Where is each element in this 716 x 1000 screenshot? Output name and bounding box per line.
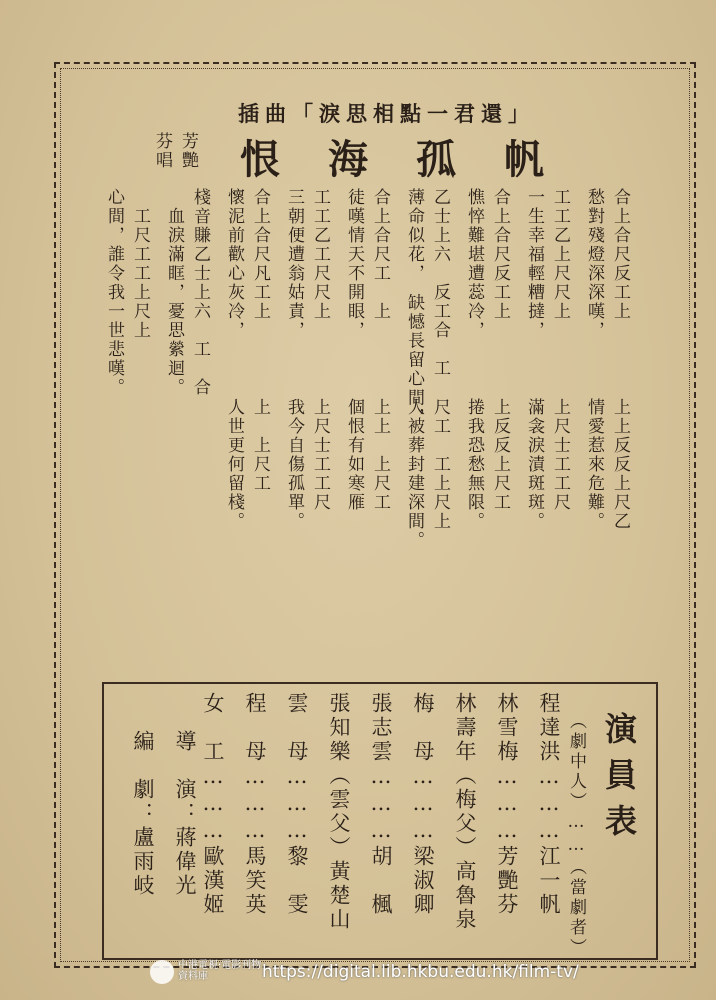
lyric-column: 合上合尺凡工上 <box>250 188 270 321</box>
lyric-column: 三朝便遭翁姑責， <box>284 188 304 340</box>
lyric-column: 合上合尺工 上 <box>370 188 390 321</box>
lyric-column-lower: 個恨有如寒雁 <box>344 398 364 512</box>
lyric-column-lower: 上尺士工工尺 <box>550 398 570 512</box>
lyric-column-lower: 尺工 工上尺上 <box>430 398 450 531</box>
lyric-column-lower: 上上 上尺工 <box>370 398 390 512</box>
singer-line-1: 芳艷 <box>178 132 198 170</box>
lyric-column-lower: 情愛惹來危難。 <box>584 398 604 531</box>
lyric-column: 棧音賺乙士上六 工 合 <box>190 188 210 397</box>
lyric-column: 心間，誰令我一世悲嘆。 <box>104 188 124 397</box>
cast-row: 張志雲………胡 楓 <box>369 692 393 917</box>
lyric-column-lower: 上 上尺工 <box>250 398 270 493</box>
lyric-column: 徒嘆情天不開眼， <box>344 188 364 340</box>
archive-url[interactable]: https://digital.lib.hkbu.edu.hk/film-tv/ <box>262 962 579 982</box>
lyric-column-lower: 滿衾淚漬斑斑。 <box>524 398 544 531</box>
cast-row: 林雪梅………芳艷芬 <box>495 692 519 917</box>
lyric-column-lower: 捲我恐愁無限。 <box>464 398 484 531</box>
lyric-column: 合上合尺反工上 <box>490 188 510 321</box>
song-subtitle: 插曲「淚思相點一君還」 <box>238 101 535 126</box>
archive-logo-icon <box>150 960 174 984</box>
lyric-column-lower: 我今自傷孤單。 <box>284 398 304 531</box>
lyric-column-lower: 上尺士工工尺 <box>310 398 330 512</box>
cast-row: 張知樂（雲父）黃楚山 <box>327 692 351 932</box>
lyric-column-lower: 人世更何留棧。 <box>224 398 244 531</box>
credit-row: 導 演：蔣偉光 <box>173 730 197 898</box>
lyric-column: 一生幸福輕糟撻， <box>524 188 544 340</box>
cast-row: 程 母………馬笑英 <box>243 692 267 917</box>
lyric-column: 乙士上六 反工合 工 <box>430 188 450 378</box>
lyric-column: 工工乙工尺尺上 <box>310 188 330 321</box>
lyric-column: 合上合尺反工上 <box>610 188 630 321</box>
cast-row: 雲 母………黎 雯 <box>285 692 309 917</box>
lyric-column: 薄命似花， 缺憾長留心間， <box>404 188 424 427</box>
credit-row: 編 劇：盧雨岐 <box>131 730 155 898</box>
lyric-column: 懷泥前歡心灰冷， <box>224 188 244 340</box>
lyric-column: 工工乙上尺尺上 <box>550 188 570 321</box>
lyric-column-lower: 人被葬封建深間。 <box>404 398 424 550</box>
cast-row: 林壽年（梅父）高魯泉 <box>453 692 477 932</box>
lyric-column-lower: 上反反上尺工 <box>490 398 510 512</box>
cast-row: 梅 母………梁淑卿 <box>411 692 435 917</box>
song-title: 恨海孤帆 <box>240 136 592 183</box>
cast-row: 女 工………歐漢姬 <box>201 692 225 917</box>
archive-org: 中港電視·電影刊物資料庫 <box>178 960 262 982</box>
cast-title: 演員表 <box>600 712 638 850</box>
cast-header: （劇中人）……（當劇者） <box>566 712 586 958</box>
cast-row: 程達洪………江一帆 <box>537 692 561 917</box>
lyric-column: 工尺工工上尺上 <box>130 188 150 340</box>
singer-line-2: 芬唱 <box>152 132 172 170</box>
lyric-column-lower: 上上反反上尺乙 <box>610 398 630 531</box>
archive-watermark <box>150 960 710 984</box>
lyric-column: 血淚滿眶，憂思縈迴。 <box>164 188 184 397</box>
lyric-column: 愁對殘燈深深嘆， <box>584 188 604 340</box>
lyric-column: 憔悴難堪遭蕊冷， <box>464 188 484 340</box>
